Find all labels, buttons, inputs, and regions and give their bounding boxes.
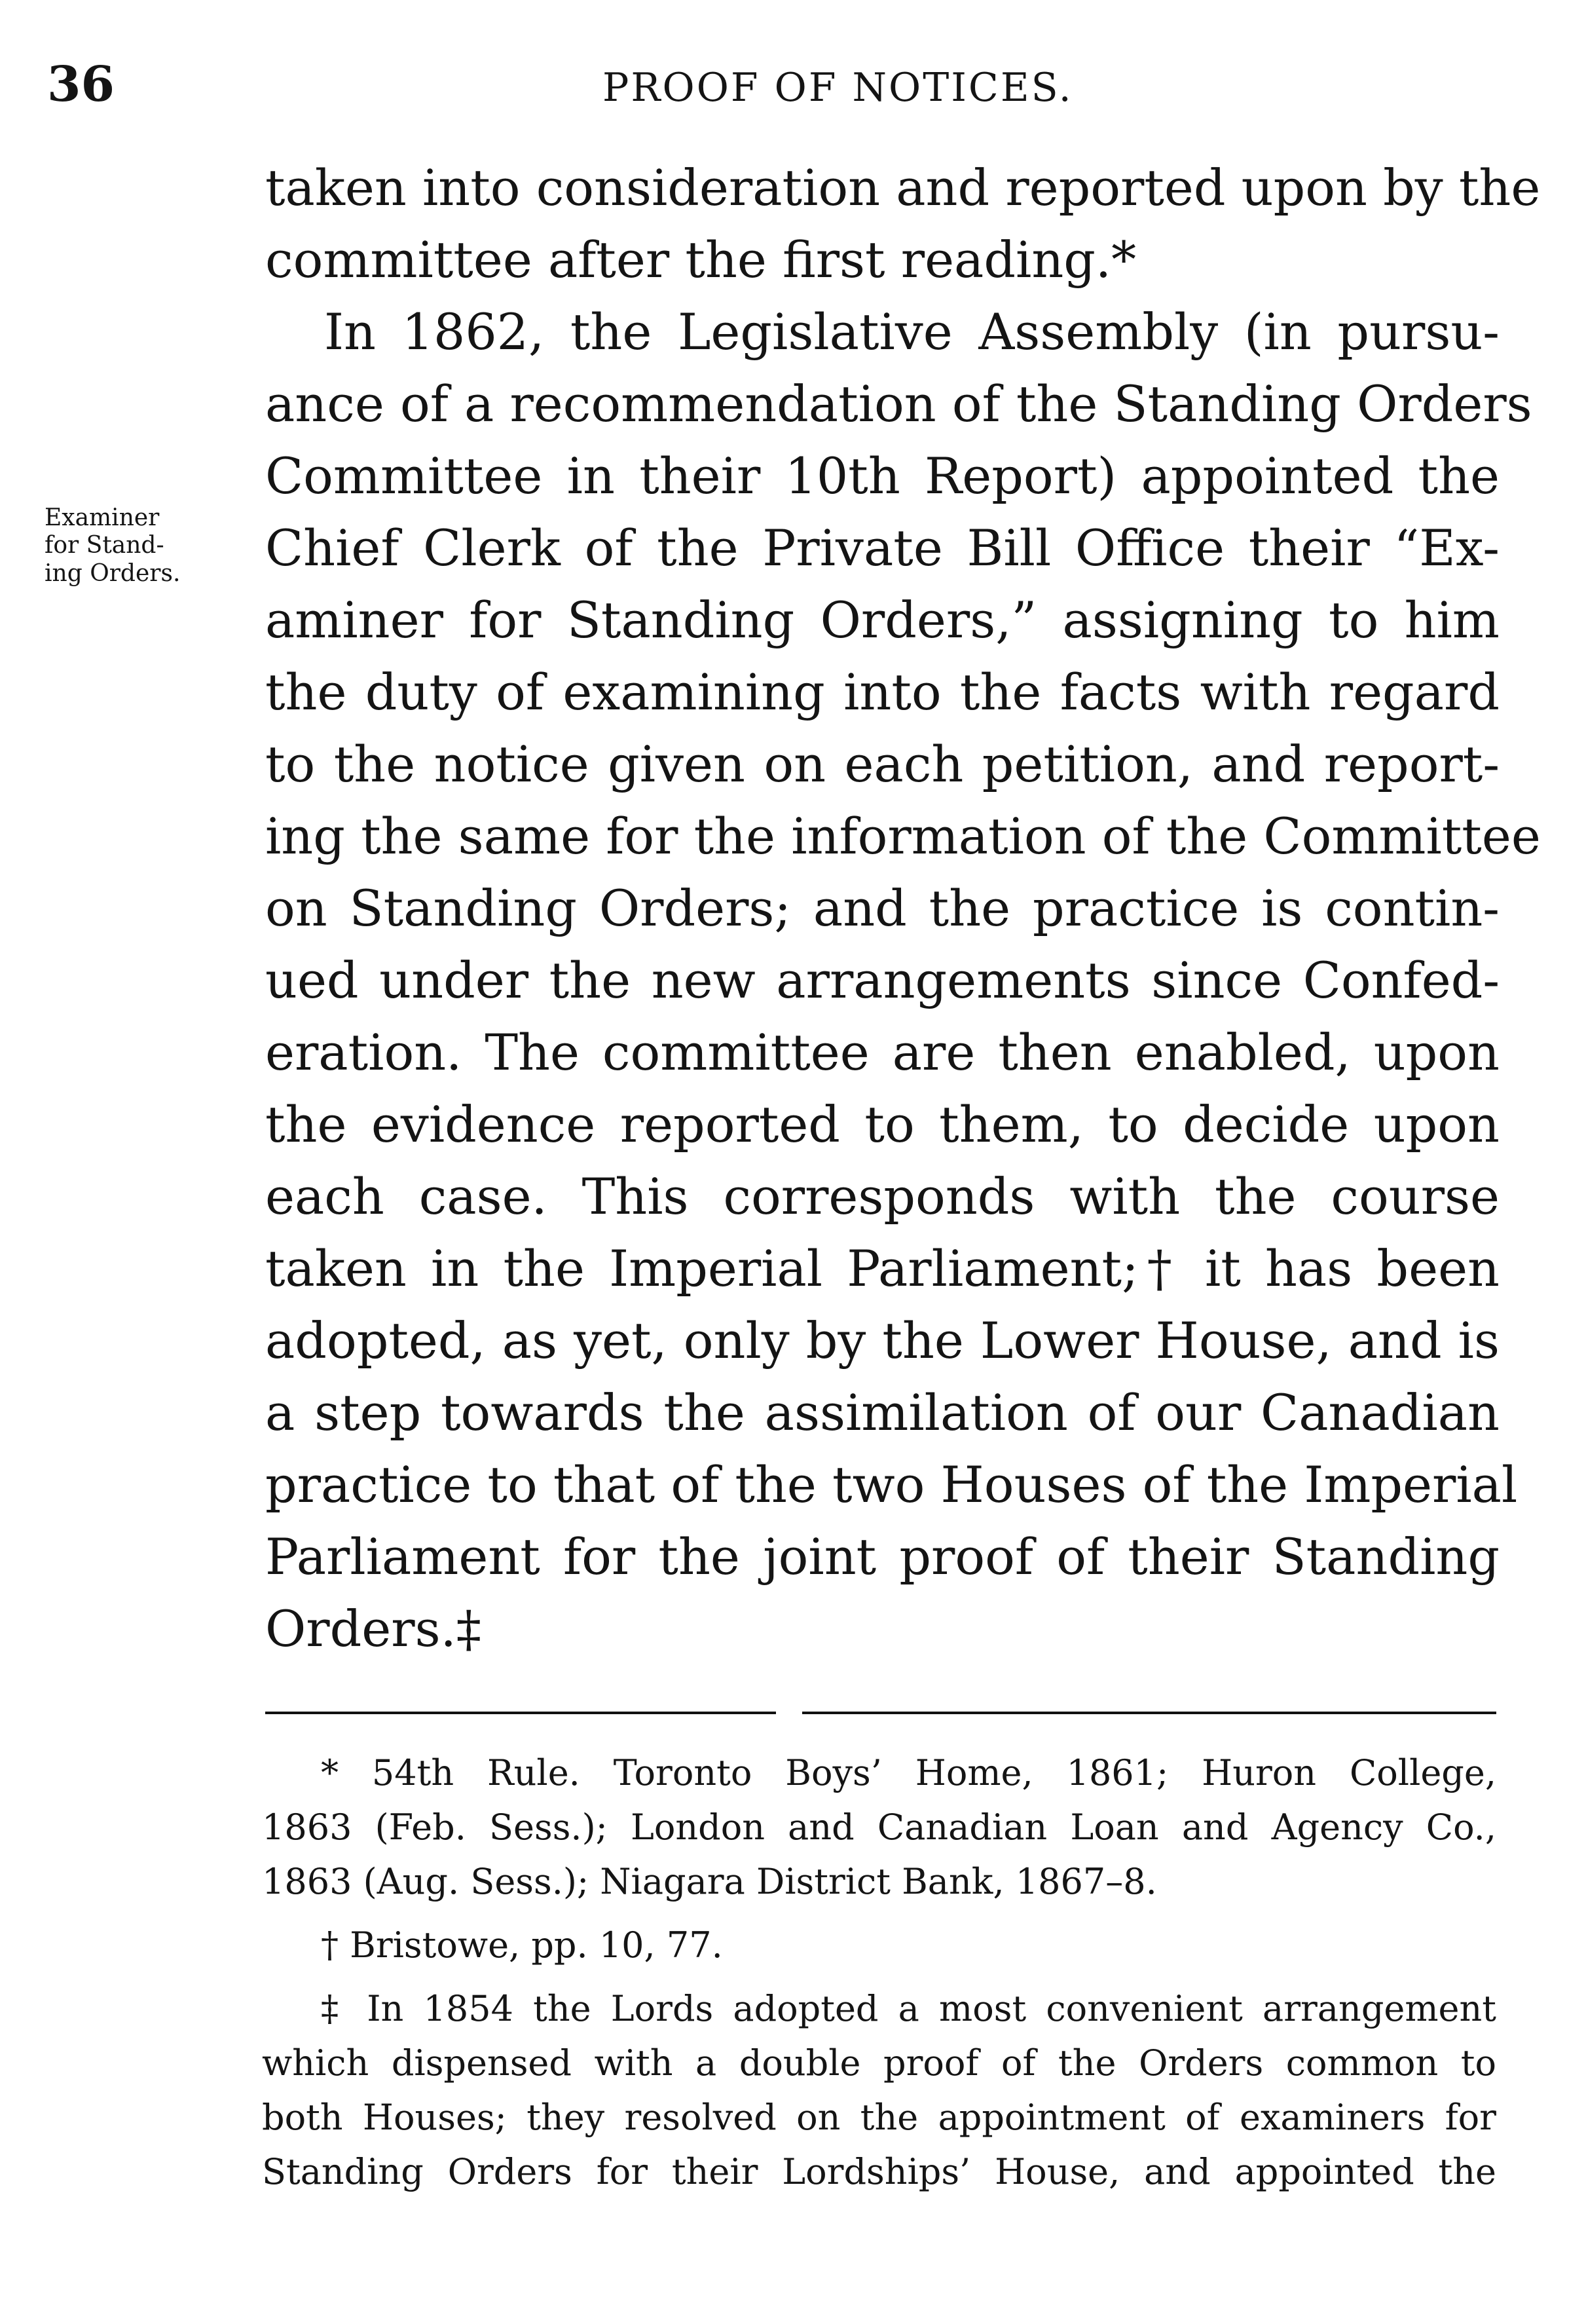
body-line: Chief Clerk of the Private Bill Office their “Ex- [265, 519, 1500, 577]
body-line: Committee in their 10th Report) appointed the [265, 447, 1500, 505]
body-line: ance of a recommendation of the Standing Orders [265, 375, 1532, 433]
footnote [262, 1981, 1496, 2199]
margin-note-line: Examiner [45, 504, 160, 531]
body-line: adopted, as yet, only by the Lower House, and is [265, 1311, 1500, 1370]
page-number: 36 [47, 56, 115, 113]
body-line: eration. The committee are then enabled, upon [265, 1023, 1500, 1081]
footnote-line: † Bristowe, pp. 10, 77. [321, 1924, 723, 1966]
body-line: committee after the first reading.* [265, 231, 1137, 289]
footnote-line: both Houses; they resolved on the appointment of examiners for [262, 2097, 1496, 2138]
footnote [262, 1918, 1496, 1972]
footnote-divider [802, 1712, 1496, 1714]
running-head: PROOF OF NOTICES. [602, 65, 1073, 111]
body-line: on Standing Orders; and the practice is contin- [265, 879, 1500, 937]
footnote-line: 1863 (Feb. Sess.); London and Canadian Loan and Agency Co., [262, 1807, 1496, 1848]
footnote [262, 1746, 1496, 1909]
body-line: taken in the Imperial Parliament;† it has been [265, 1239, 1500, 1298]
footnote-line: * 54th Rule. Toronto Boys’ Home, 1861; Huron College, [321, 1752, 1496, 1793]
body-line: Parliament for the joint proof of their Standing [265, 1527, 1500, 1586]
body-line: the duty of examining into the facts with regard [265, 663, 1500, 721]
margin-note-line: for Stand- [45, 532, 164, 559]
body-line: Orders.‡ [265, 1600, 481, 1658]
body-line: In 1862, the Legislative Assembly (in pursu- [324, 303, 1500, 361]
margin-note-line: ing Orders. [45, 559, 181, 587]
footnote-line: Standing Orders for their Lordships’ House, and appointed the [262, 2151, 1496, 2192]
body-line: practice to that of the two Houses of the Imperial [265, 1455, 1518, 1514]
body-line: the evidence reported to them, to decide upon [265, 1095, 1500, 1153]
body-text [265, 152, 1541, 1665]
body-line: ued under the new arrangements since Confed- [265, 951, 1500, 1009]
body-line: aminer for Standing Orders,” assigning to him [265, 591, 1500, 649]
footnote-divider [265, 1712, 776, 1714]
body-line: a step towards the assimilation of our Canadian [265, 1383, 1500, 1442]
footnote-line: 1863 (Aug. Sess.); Niagara District Bank, 1867–8. [262, 1861, 1157, 1902]
margin-note [45, 504, 267, 588]
body-line: ing the same for the information of the Committee [265, 807, 1541, 865]
footnotes [262, 1746, 1496, 2208]
body-line: taken into consideration and reported upon by the [265, 159, 1541, 217]
body-line: to the notice given on each petition, and report- [265, 735, 1500, 793]
body-line: each case. This corresponds with the course [265, 1167, 1500, 1226]
footnote-line: which dispensed with a double proof of the Orders common to [262, 2042, 1496, 2084]
footnote-line: ‡ In 1854 the Lords adopted a most convenient arrangement [321, 1988, 1496, 2029]
